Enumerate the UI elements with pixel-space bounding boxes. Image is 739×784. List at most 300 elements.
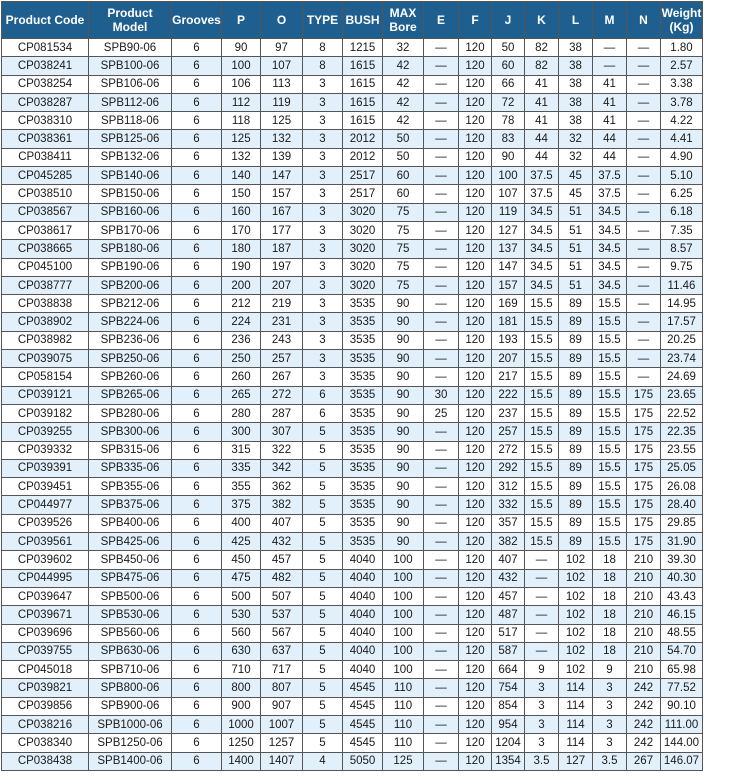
table-cell: 250 (222, 350, 261, 368)
table-cell: 90 (383, 350, 424, 368)
table-cell: 100 (383, 642, 424, 660)
table-cell: 102 (559, 642, 593, 660)
table-cell: 120 (459, 679, 492, 697)
table-cell: 4040 (343, 569, 383, 587)
table-cell: 120 (459, 276, 492, 294)
table-cell: 587 (492, 642, 525, 660)
table-cell: 89 (559, 533, 593, 551)
table-cell: 114 (559, 679, 593, 697)
table-cell: 3535 (343, 350, 383, 368)
table-cell: 15.5 (593, 295, 627, 313)
table-cell: 5050 (343, 752, 383, 770)
table-cell: 120 (459, 642, 492, 660)
table-cell: 90 (383, 404, 424, 422)
table-row (2, 240, 703, 258)
table-cell: 710 (222, 661, 261, 679)
table-cell: 1000 (222, 715, 261, 733)
table-cell: — (627, 258, 661, 276)
table-row (2, 624, 703, 642)
table-cell: SPB132-06 (89, 148, 172, 166)
table-cell: — (525, 642, 559, 660)
table-cell: 34.5 (593, 258, 627, 276)
table-cell: 6 (172, 331, 222, 349)
table-cell: 193 (492, 331, 525, 349)
table-cell: 307 (261, 423, 303, 441)
table-cell: 25 (424, 404, 459, 422)
table-cell: 120 (459, 514, 492, 532)
table-row (2, 642, 703, 660)
table-cell: 3 (525, 734, 559, 752)
table-cell: 6 (172, 478, 222, 496)
col-header-o: O (261, 2, 303, 39)
table-cell: 637 (261, 642, 303, 660)
table-cell: 4040 (343, 606, 383, 624)
table-cell: 200 (222, 276, 261, 294)
table-cell: 114 (559, 715, 593, 733)
table-cell: 15.5 (525, 441, 559, 459)
table-cell: 50 (383, 130, 424, 148)
col-header-type: TYPE (303, 2, 343, 39)
table-cell: — (525, 551, 559, 569)
table-cell: 90 (383, 496, 424, 514)
table-cell: 18 (593, 569, 627, 587)
table-row (2, 331, 703, 349)
table-cell: 3 (303, 368, 343, 386)
table-cell: 90 (383, 441, 424, 459)
table-cell: 272 (492, 441, 525, 459)
table-cell: 3.5 (593, 752, 627, 770)
table-cell: 48.55 (661, 624, 703, 642)
table-cell: 15.5 (525, 331, 559, 349)
table-cell: 38 (559, 75, 593, 93)
table-cell: 3 (303, 350, 343, 368)
table-cell: — (424, 478, 459, 496)
table-row (2, 39, 703, 57)
table-cell: 3020 (343, 276, 383, 294)
col-header-max-bore: MAX Bore (383, 2, 424, 39)
table-cell: 157 (492, 276, 525, 294)
table-cell: 272 (261, 386, 303, 404)
table-cell: — (424, 752, 459, 770)
table-cell: 175 (627, 386, 661, 404)
table-cell: 1615 (343, 93, 383, 111)
table-cell: 41 (525, 112, 559, 130)
table-cell: 14.95 (661, 295, 703, 313)
table-cell: CP038216 (2, 715, 89, 733)
table-cell: 3 (593, 697, 627, 715)
table-cell: 3535 (343, 423, 383, 441)
table-cell: 6 (172, 185, 222, 203)
table-cell: 120 (459, 295, 492, 313)
table-cell: — (627, 331, 661, 349)
table-cell: 3 (303, 313, 343, 331)
table-cell: 5 (303, 423, 343, 441)
table-cell: 3 (303, 331, 343, 349)
col-header-bush: BUSH (343, 2, 383, 39)
table-cell: 110 (383, 679, 424, 697)
table-cell: CP039755 (2, 642, 89, 660)
table-cell: 210 (627, 624, 661, 642)
table-cell: 18 (593, 587, 627, 605)
table-cell: — (627, 148, 661, 166)
table-cell: SPB112-06 (89, 93, 172, 111)
table-cell: 1007 (261, 715, 303, 733)
table-cell: 83 (492, 130, 525, 148)
table-cell: 222 (492, 386, 525, 404)
table-cell: 120 (459, 167, 492, 185)
table-cell: 38 (559, 93, 593, 111)
table-cell: — (424, 350, 459, 368)
table-cell: 6 (172, 587, 222, 605)
table-cell: — (424, 661, 459, 679)
table-cell: 362 (261, 478, 303, 496)
table-cell: 120 (459, 258, 492, 276)
table-cell: — (424, 185, 459, 203)
table-cell: 242 (627, 679, 661, 697)
table-cell: 357 (492, 514, 525, 532)
table-cell: CP039647 (2, 587, 89, 605)
table-cell: 34.5 (593, 221, 627, 239)
table-cell: 18 (593, 624, 627, 642)
table-cell: 5 (303, 514, 343, 532)
col-header-n: N (627, 2, 661, 39)
table-cell: 9 (525, 661, 559, 679)
table-cell: 120 (459, 93, 492, 111)
table-cell: 175 (627, 478, 661, 496)
table-cell: — (424, 130, 459, 148)
table-cell: 5 (303, 624, 343, 642)
table-cell: — (424, 569, 459, 587)
table-cell: 6 (172, 569, 222, 587)
table-cell: 102 (559, 661, 593, 679)
table-cell: SPB630-06 (89, 642, 172, 660)
table-cell: 15.5 (593, 514, 627, 532)
table-cell: 4545 (343, 679, 383, 697)
pulley-spec-table (1, 1, 703, 771)
table-cell: — (627, 185, 661, 203)
table-cell: 236 (222, 331, 261, 349)
table-cell: 18 (593, 642, 627, 660)
table-cell: 110 (383, 734, 424, 752)
table-cell: 90 (383, 368, 424, 386)
table-cell: — (424, 313, 459, 331)
table-cell: 3 (303, 75, 343, 93)
table-cell: 89 (559, 386, 593, 404)
table-cell: 100 (383, 551, 424, 569)
table-cell: 6 (172, 57, 222, 75)
table-cell: SPB150-06 (89, 185, 172, 203)
table-cell: 6 (172, 112, 222, 130)
table-cell: 210 (627, 661, 661, 679)
table-cell: — (424, 331, 459, 349)
table-cell: 3 (303, 185, 343, 203)
table-cell: 954 (492, 715, 525, 733)
table-cell: 630 (222, 642, 261, 660)
table-cell: 3 (303, 203, 343, 221)
table-cell: 120 (459, 112, 492, 130)
table-cell: 24.69 (661, 368, 703, 386)
table-cell: CP039561 (2, 533, 89, 551)
table-cell: 120 (459, 661, 492, 679)
table-cell: 500 (222, 587, 261, 605)
table-cell: 90 (383, 295, 424, 313)
table-cell: 90.10 (661, 697, 703, 715)
table-cell: 6 (172, 715, 222, 733)
table-row (2, 441, 703, 459)
table-cell: 6 (172, 368, 222, 386)
table-cell: 42 (383, 93, 424, 111)
table-cell: 140 (222, 167, 261, 185)
table-cell: 197 (261, 258, 303, 276)
table-cell: 30 (424, 386, 459, 404)
table-cell: 530 (222, 606, 261, 624)
table-row (2, 112, 703, 130)
table-cell: 5 (303, 478, 343, 496)
table-cell: 1407 (261, 752, 303, 770)
table-cell: 267 (261, 368, 303, 386)
table-cell: 120 (459, 715, 492, 733)
table-row (2, 569, 703, 587)
table-cell: 243 (261, 331, 303, 349)
table-cell: — (627, 203, 661, 221)
table-row (2, 185, 703, 203)
table-cell: 75 (383, 276, 424, 294)
table-cell: 3535 (343, 514, 383, 532)
table-cell: — (525, 606, 559, 624)
table-cell: 78 (492, 112, 525, 130)
table-cell: — (525, 587, 559, 605)
table-cell: SPB475-06 (89, 569, 172, 587)
table-cell: 6 (172, 295, 222, 313)
table-cell: SPB100-06 (89, 57, 172, 75)
table-cell: 6 (172, 752, 222, 770)
table-cell: 475 (222, 569, 261, 587)
table-cell: 41 (593, 93, 627, 111)
table-cell: 45 (559, 185, 593, 203)
table-cell: 144.00 (661, 734, 703, 752)
table-cell: 1204 (492, 734, 525, 752)
table-cell: — (627, 221, 661, 239)
table-cell: 90 (383, 386, 424, 404)
table-cell: CP045100 (2, 258, 89, 276)
table-cell: 3.5 (525, 752, 559, 770)
table-cell: 120 (459, 697, 492, 715)
table-cell: — (424, 39, 459, 57)
table-cell: 23.65 (661, 386, 703, 404)
table-cell: 3 (525, 715, 559, 733)
table-cell: 219 (261, 295, 303, 313)
table-row (2, 203, 703, 221)
table-cell: 425 (222, 533, 261, 551)
table-cell: 3 (593, 679, 627, 697)
table-cell: 97 (261, 39, 303, 57)
table-row (2, 221, 703, 239)
table-cell: 107 (261, 57, 303, 75)
table-cell: — (424, 606, 459, 624)
table-cell: 6.25 (661, 185, 703, 203)
table-cell: CP039526 (2, 514, 89, 532)
table-cell: 2012 (343, 148, 383, 166)
table-cell: 450 (222, 551, 261, 569)
col-header-k: K (525, 2, 559, 39)
table-cell: 102 (559, 606, 593, 624)
table-cell: 1257 (261, 734, 303, 752)
table-cell: 34.5 (525, 240, 559, 258)
table-cell: CP039696 (2, 624, 89, 642)
table-cell: 44 (593, 148, 627, 166)
table-cell: 3 (303, 167, 343, 185)
table-cell: 265 (222, 386, 261, 404)
table-cell: 210 (627, 587, 661, 605)
table-cell: — (627, 93, 661, 111)
table-cell: 3535 (343, 295, 383, 313)
table-cell: 5 (303, 587, 343, 605)
table-cell: 3020 (343, 258, 383, 276)
table-cell: 38 (559, 112, 593, 130)
table-cell: 2517 (343, 167, 383, 185)
table-cell: 150 (222, 185, 261, 203)
table-cell: 160 (222, 203, 261, 221)
table-cell: 51 (559, 221, 593, 239)
table-cell: 44 (525, 148, 559, 166)
table-cell: 3020 (343, 240, 383, 258)
table-cell: 567 (261, 624, 303, 642)
table-cell: — (627, 368, 661, 386)
table-cell: 120 (459, 313, 492, 331)
table-cell: 15.5 (525, 496, 559, 514)
table-cell: 754 (492, 679, 525, 697)
table-cell: 89 (559, 459, 593, 477)
table-cell: SPB260-06 (89, 368, 172, 386)
table-cell: 90 (383, 514, 424, 532)
table-cell: 112 (222, 93, 261, 111)
table-cell: 175 (627, 514, 661, 532)
table-cell: 4040 (343, 624, 383, 642)
table-cell: SPB1250-06 (89, 734, 172, 752)
table-cell: — (627, 130, 661, 148)
table-cell: 120 (459, 587, 492, 605)
table-cell: 120 (459, 368, 492, 386)
table-cell: 3.38 (661, 75, 703, 93)
table-cell: 90 (383, 331, 424, 349)
table-cell: 3 (303, 276, 343, 294)
table-cell: — (424, 697, 459, 715)
table-cell: — (424, 624, 459, 642)
table-cell: — (424, 514, 459, 532)
table-cell: 100 (383, 569, 424, 587)
table-cell: 90 (383, 533, 424, 551)
table-cell: — (424, 57, 459, 75)
table-cell: 210 (627, 551, 661, 569)
table-cell: CP058154 (2, 368, 89, 386)
table-cell: 1215 (343, 39, 383, 57)
table-cell: 5 (303, 551, 343, 569)
table-cell: 432 (261, 533, 303, 551)
table-cell: SPB250-06 (89, 350, 172, 368)
table-row (2, 423, 703, 441)
table-cell: 110 (383, 697, 424, 715)
table-cell: CP039451 (2, 478, 89, 496)
col-header-p: P (222, 2, 261, 39)
table-cell: 187 (261, 240, 303, 258)
table-cell: 8 (303, 39, 343, 57)
table-cell: 3.78 (661, 93, 703, 111)
table-cell: 231 (261, 313, 303, 331)
table-cell: 6 (172, 203, 222, 221)
table-cell: 102 (559, 551, 593, 569)
table-cell: 6 (172, 606, 222, 624)
table-cell: 34.5 (525, 276, 559, 294)
table-row (2, 57, 703, 75)
table-cell: SPB280-06 (89, 404, 172, 422)
table-cell: CP038982 (2, 331, 89, 349)
table-cell: 217 (492, 368, 525, 386)
table-cell: 15.5 (525, 514, 559, 532)
table-cell: 51 (559, 240, 593, 258)
table-cell: 120 (459, 734, 492, 752)
table-cell: 5 (303, 441, 343, 459)
table-row (2, 496, 703, 514)
table-cell: 15.5 (593, 331, 627, 349)
table-cell: 102 (559, 624, 593, 642)
table-cell: 4 (303, 752, 343, 770)
table-cell: 60 (383, 167, 424, 185)
table-cell: 170 (222, 221, 261, 239)
table-cell: 3 (525, 679, 559, 697)
table-cell: 90 (383, 459, 424, 477)
table-cell: 382 (492, 533, 525, 551)
table-cell: 114 (559, 697, 593, 715)
table-cell: 147 (261, 167, 303, 185)
table-cell: 6 (172, 313, 222, 331)
table-cell: SPB212-06 (89, 295, 172, 313)
table-cell: 2517 (343, 185, 383, 203)
table-cell: 907 (261, 697, 303, 715)
table-cell: 5 (303, 459, 343, 477)
table-cell: 37.5 (593, 167, 627, 185)
table-cell: 127 (559, 752, 593, 770)
table-cell: 32 (559, 130, 593, 148)
table-cell: 6 (172, 276, 222, 294)
table-cell: CP038411 (2, 148, 89, 166)
table-cell: — (424, 258, 459, 276)
table-cell: 3535 (343, 313, 383, 331)
table-cell: — (424, 533, 459, 551)
table-cell: 1615 (343, 75, 383, 93)
table-cell: 34.5 (525, 258, 559, 276)
table-cell: 40.30 (661, 569, 703, 587)
table-cell: — (424, 203, 459, 221)
table-cell: 42 (383, 75, 424, 93)
table-cell: 2.57 (661, 57, 703, 75)
table-cell: 42 (383, 57, 424, 75)
table-cell: — (627, 75, 661, 93)
table-cell: 120 (459, 203, 492, 221)
table-cell: SPB500-06 (89, 587, 172, 605)
table-cell: 322 (261, 441, 303, 459)
table-cell: 4040 (343, 587, 383, 605)
table-cell: 60 (492, 57, 525, 75)
table-cell: — (627, 240, 661, 258)
table-cell: 292 (492, 459, 525, 477)
table-cell: 120 (459, 496, 492, 514)
table-cell: 100 (383, 661, 424, 679)
table-cell: — (424, 496, 459, 514)
table-cell: 147 (492, 258, 525, 276)
table-cell: 6 (172, 39, 222, 57)
table-cell: 5 (303, 661, 343, 679)
table-cell: 15.5 (593, 404, 627, 422)
